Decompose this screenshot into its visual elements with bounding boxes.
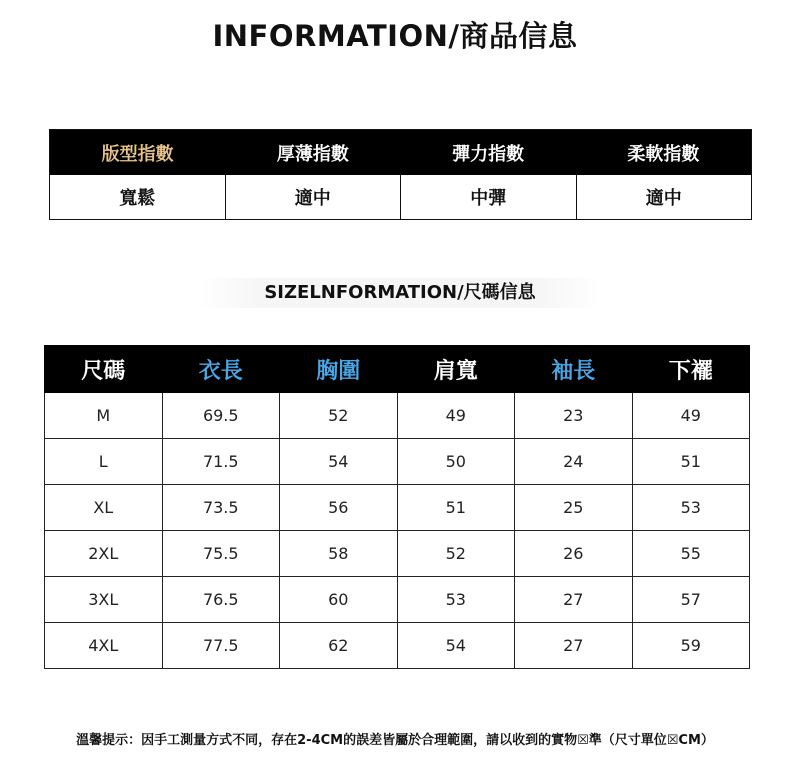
size-header-sleeve: 袖長 bbox=[515, 346, 633, 393]
chest-cell: 52 bbox=[280, 393, 398, 439]
size-cell: XL bbox=[45, 485, 163, 531]
length-cell: 73.5 bbox=[162, 485, 280, 531]
size-cell: 3XL bbox=[45, 577, 163, 623]
index-header-softness: 柔軟指數 bbox=[627, 143, 700, 165]
shoulder-cell: 50 bbox=[397, 439, 515, 485]
table-row bbox=[45, 485, 750, 531]
shoulder-cell: 53 bbox=[397, 577, 515, 623]
size-header-chest: 胸圍 bbox=[280, 346, 398, 393]
length-cell: 77.5 bbox=[162, 623, 280, 669]
table-row bbox=[45, 439, 750, 485]
index-value-row bbox=[50, 175, 751, 219]
size-header-shoulder: 肩寬 bbox=[397, 346, 515, 393]
index-header-thickness: 厚薄指數 bbox=[276, 143, 349, 165]
index-value-softness: 適中 bbox=[576, 175, 752, 219]
index-header-elasticity: 彈力指數 bbox=[452, 143, 525, 165]
hem-cell: 51 bbox=[632, 439, 750, 485]
page-title: INFORMATION/商品信息 bbox=[212, 19, 578, 53]
size-cell: 2XL bbox=[45, 531, 163, 577]
index-value-fit: 寬鬆 bbox=[119, 188, 156, 209]
hem-cell: 55 bbox=[632, 531, 750, 577]
hem-cell: 59 bbox=[632, 623, 750, 669]
size-header-hem: 下襬 bbox=[632, 346, 750, 393]
size-header-row bbox=[45, 346, 750, 393]
sleeve-cell: 23 bbox=[515, 393, 633, 439]
hem-cell: 49 bbox=[632, 393, 750, 439]
table-row bbox=[45, 393, 750, 439]
length-cell: 71.5 bbox=[162, 439, 280, 485]
sleeve-cell: 27 bbox=[515, 577, 633, 623]
length-cell: 69.5 bbox=[162, 393, 280, 439]
length-cell: 75.5 bbox=[162, 531, 280, 577]
shoulder-cell: 54 bbox=[397, 623, 515, 669]
size-header-size: 尺碼 bbox=[45, 346, 163, 393]
index-table bbox=[49, 129, 752, 220]
size-cell: 4XL bbox=[45, 623, 163, 669]
hem-cell: 57 bbox=[632, 577, 750, 623]
shoulder-cell: 51 bbox=[397, 485, 515, 531]
sleeve-cell: 27 bbox=[515, 623, 633, 669]
size-cell: L bbox=[45, 439, 163, 485]
index-value-thickness: 適中 bbox=[225, 175, 401, 219]
shoulder-cell: 52 bbox=[397, 531, 515, 577]
size-cell: M bbox=[45, 393, 163, 439]
chest-cell: 54 bbox=[280, 439, 398, 485]
hem-cell: 53 bbox=[632, 485, 750, 531]
chest-cell: 60 bbox=[280, 577, 398, 623]
measurement-note: 溫馨提示：因手工測量方式不同，存在2-4CM的誤差皆屬於合理範圍，請以收到的實物☒準（尺寸單位☒CM） bbox=[76, 733, 714, 748]
shoulder-cell: 49 bbox=[397, 393, 515, 439]
chest-cell: 62 bbox=[280, 623, 398, 669]
table-row bbox=[45, 623, 750, 669]
index-header-fit: 版型指數 bbox=[101, 143, 174, 165]
length-cell: 76.5 bbox=[162, 577, 280, 623]
chest-cell: 56 bbox=[280, 485, 398, 531]
chest-cell: 58 bbox=[280, 531, 398, 577]
sleeve-cell: 24 bbox=[515, 439, 633, 485]
sleeve-cell: 25 bbox=[515, 485, 633, 531]
index-value-elasticity: 中彈 bbox=[400, 175, 576, 219]
table-row bbox=[45, 577, 750, 623]
size-section-title: SIZELNFORMATION/尺碼信息 bbox=[200, 278, 600, 308]
sleeve-cell: 26 bbox=[515, 531, 633, 577]
size-table bbox=[44, 345, 750, 669]
table-row bbox=[45, 531, 750, 577]
index-header-row bbox=[50, 130, 751, 175]
size-header-length: 衣長 bbox=[162, 346, 280, 393]
